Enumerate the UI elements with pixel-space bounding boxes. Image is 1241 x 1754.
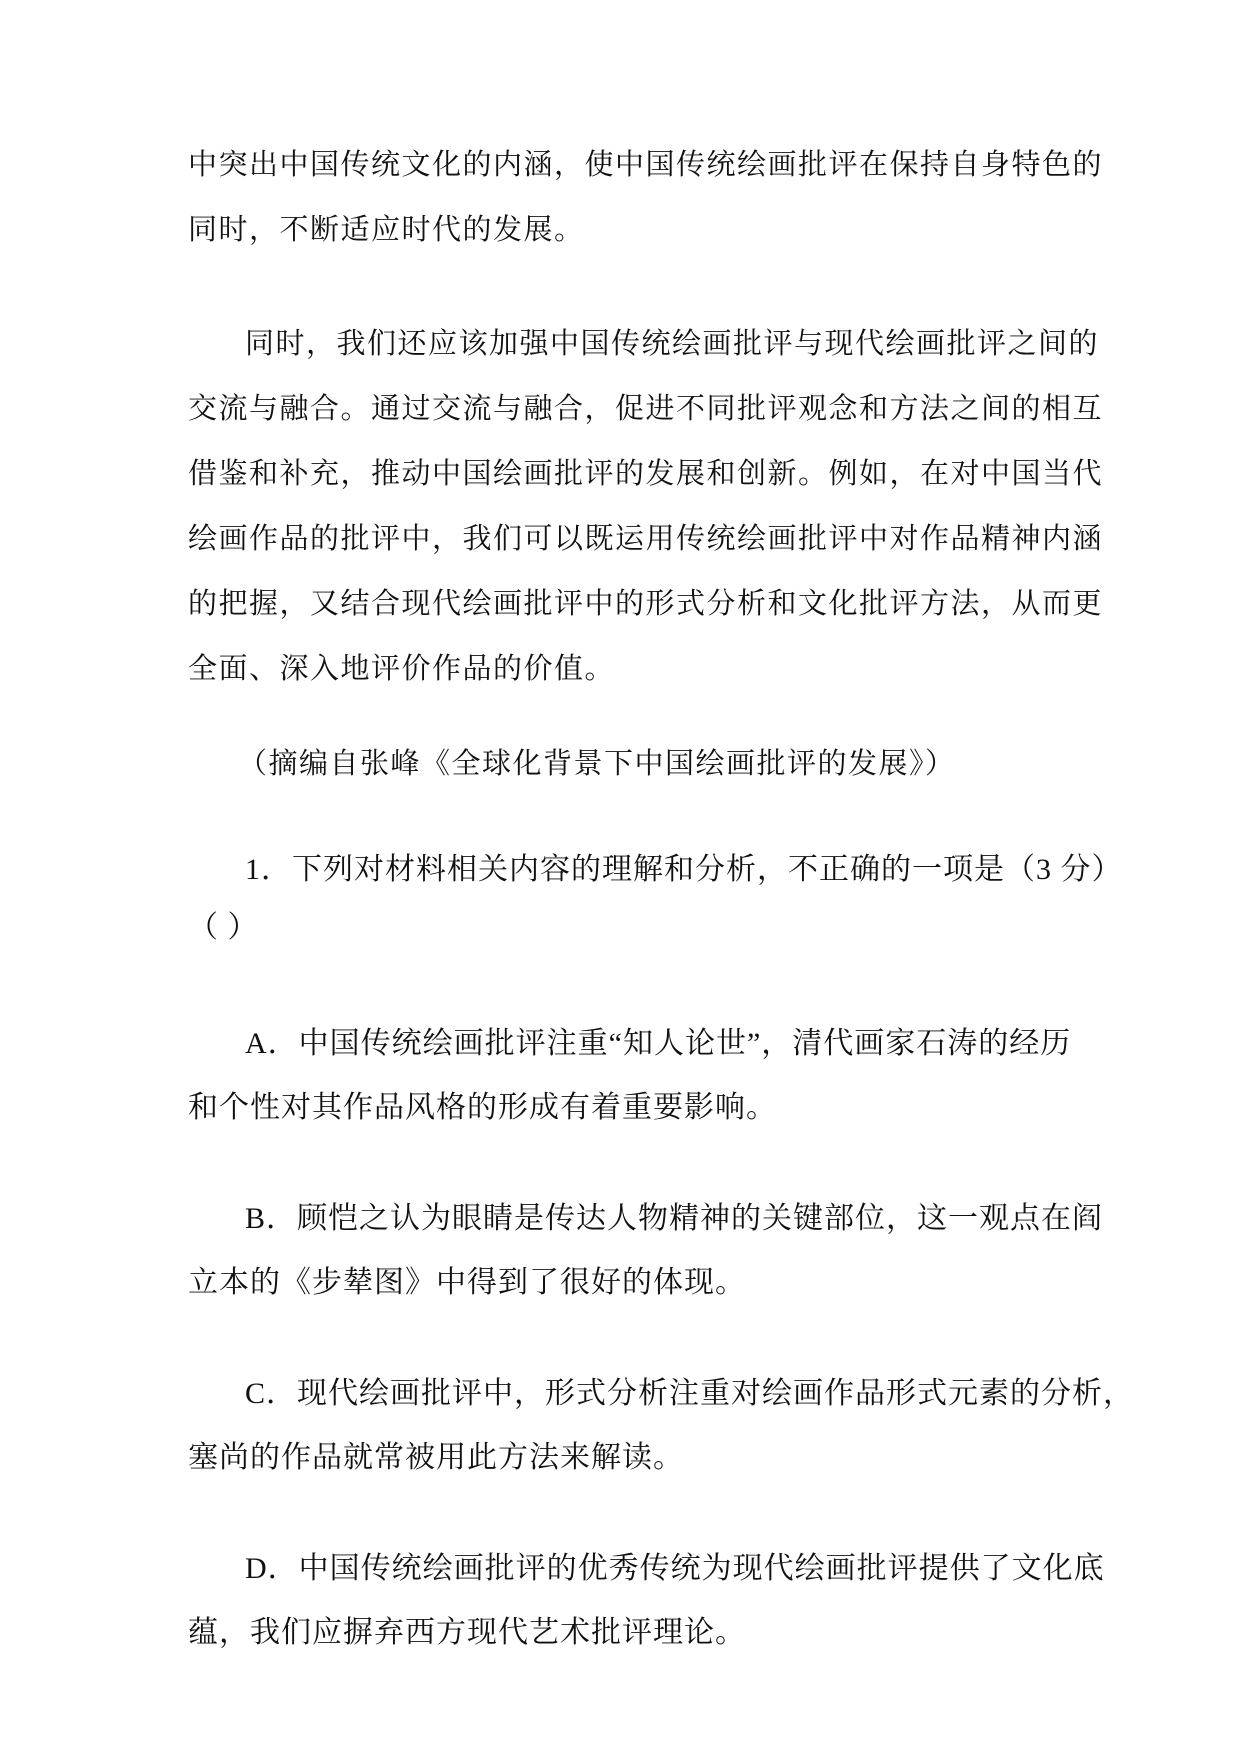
paragraph-1-line-1: 中突出中国传统文化的内涵，使中国传统绘画批评在保持自身特色的	[188, 147, 1104, 181]
paragraph-2-line-3: 借鉴和补充，推动中国绘画批评的发展和创新。例如，在对中国当代	[188, 456, 1104, 490]
paragraph-2-line-4: 绘画作品的批评中，我们可以既运用传统绘画批评中对作品精神内涵	[188, 521, 1104, 555]
paragraph-2-line-1: 同时，我们还应该加强中国传统绘画批评与现代绘画批评之间的	[245, 326, 1100, 360]
paragraph-2-line-2: 交流与融合。通过交流与融合，促进不同批评观念和方法之间的相互	[188, 391, 1104, 425]
option-c-line-1: C．现代绘画批评中，形式分析注重对绘画作品形式元素的分析，	[245, 1377, 1135, 1410]
option-b-line-2: 立本的《步辇图》中得到了很好的体现。	[188, 1266, 746, 1299]
option-d-line-2: 蕴，我们应摒弃西方现代艺术批评理论。	[188, 1616, 746, 1649]
source-note: （摘编自张峰《全球化背景下中国绘画批评的发展》）	[238, 746, 956, 780]
question-1-stem: 1．下列对材料相关内容的理解和分析，不正确的一项是（3 分）	[245, 853, 1123, 886]
option-b-line-1: B．顾恺之认为眼睛是传达人物精神的关键部位，这一观点在阎	[245, 1202, 1104, 1235]
question-1-answer-blank: （ ）	[188, 911, 259, 944]
option-a-line-1: A．中国传统绘画批评注重“知人论世”，清代画家石涛的经历	[245, 1027, 1072, 1060]
paragraph-2-line-6: 全面、深入地评价作品的价值。	[188, 651, 616, 685]
option-a-line-2: 和个性对其作品风格的形成有着重要影响。	[188, 1091, 777, 1124]
paragraph-1-line-2: 同时，不断适应时代的发展。	[188, 212, 585, 246]
option-d-line-1: D．中国传统绘画批评的优秀传统为现代绘画批评提供了文化底	[245, 1552, 1105, 1585]
option-c-line-2: 塞尚的作品就常被用此方法来解读。	[188, 1441, 684, 1474]
paragraph-2-line-5: 的把握，又结合现代绘画批评中的形式分析和文化批评方法，从而更	[188, 586, 1104, 620]
